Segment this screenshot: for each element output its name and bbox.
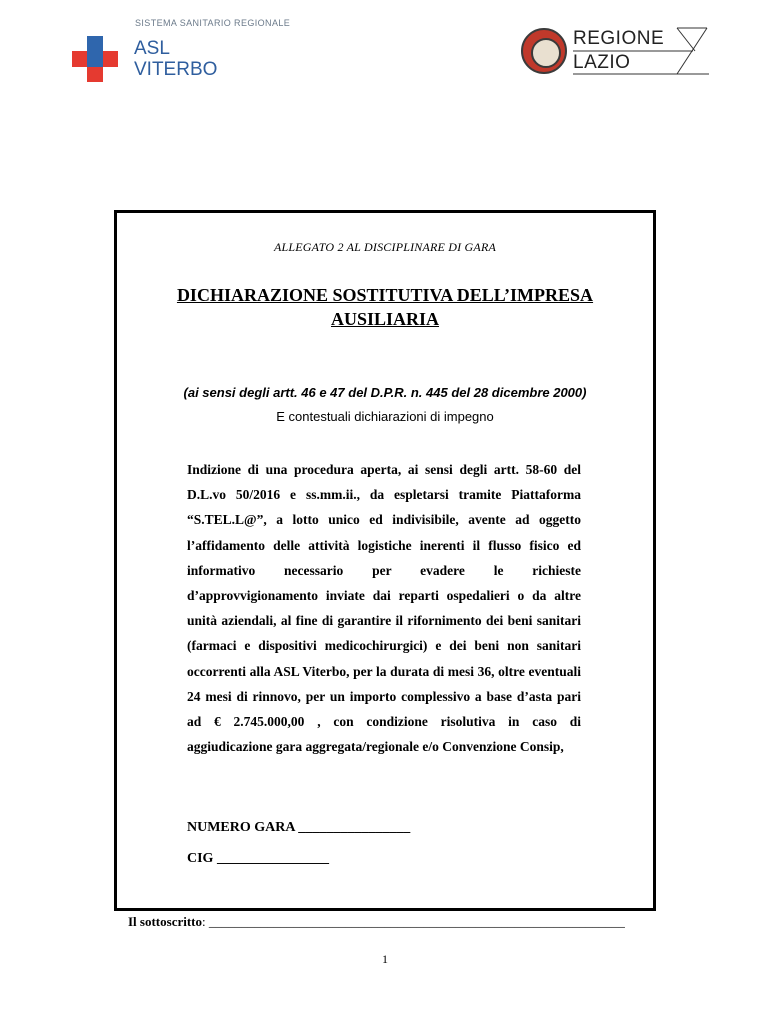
regione-lazio-logo	[521, 27, 711, 77]
asl-viterbo-logo	[72, 18, 291, 84]
page-number: 1	[382, 952, 388, 966]
sottoscritto-blank: : ________________________________________________________________	[202, 914, 625, 929]
cross-icon	[72, 36, 118, 82]
subheading: E contestuali dichiarazioni di impegno	[276, 409, 494, 424]
sottoscritto-line	[128, 914, 625, 930]
asl-subtitle: SISTEMA SANITARIO REGIONALE	[135, 18, 291, 28]
lazio-seal-icon	[521, 28, 567, 74]
procedure-description: Indizione di una procedura aperta, ai sensi degli artt. 58-60 del D.L.vo 50/2016 e ss.mm.ii., da espletarsi tramite Piattaforma “S.TEL.L@”, a lotto unico ed indivisibile, avente ad oggetto l’affidamento delle attività logistiche inerenti il flusso fisico ed informativo necessario per evadere le richieste d’approvvigionamento inviate dai reparti ospedalieri o da altre unità aziendali, al fine di garantire il rifornimento dei beni sanitari (farmaci e dispositivi medicochirurgici) e dei beni non sanitari occorrenti alla ASL Viterbo, per la durata di mesi 36, oltre eventuali 24 mesi di rinnovo, per un importo complessivo a base d’asta pari ad € 2.745.000,00 , con condizione risolutiva in caso di aggiudicazione gara aggregata/regionale e/o Convenzione Consip,	[187, 462, 581, 755]
asl-name	[134, 38, 217, 80]
asl-name-line2: VITERBO	[134, 59, 218, 80]
document-frame	[114, 210, 656, 911]
sottoscritto-label: Il sottoscritto	[128, 914, 203, 929]
numero-gara-field: NUMERO GARA ________________	[187, 820, 411, 835]
allegato-heading: ALLEGATO 2 AL DISCIPLINARE DI GARA	[273, 240, 497, 254]
asl-name-line1: ASL	[134, 38, 170, 59]
document-title	[117, 283, 653, 331]
title-line2: AUSILIARIA	[330, 309, 440, 329]
lazio-name-line1: REGIONE	[573, 28, 665, 49]
lazio-name	[573, 27, 664, 75]
cig-field: CIG ________________	[187, 851, 329, 866]
title-line1: DICHIARAZIONE SOSTITUTIVA DELL’IMPRESA	[176, 285, 594, 305]
lazio-name-line2: LAZIO	[573, 52, 631, 73]
legal-reference: (ai sensi degli artt. 46 e 47 del D.P.R. n. 445 del 28 dicembre 2000)	[183, 385, 587, 400]
